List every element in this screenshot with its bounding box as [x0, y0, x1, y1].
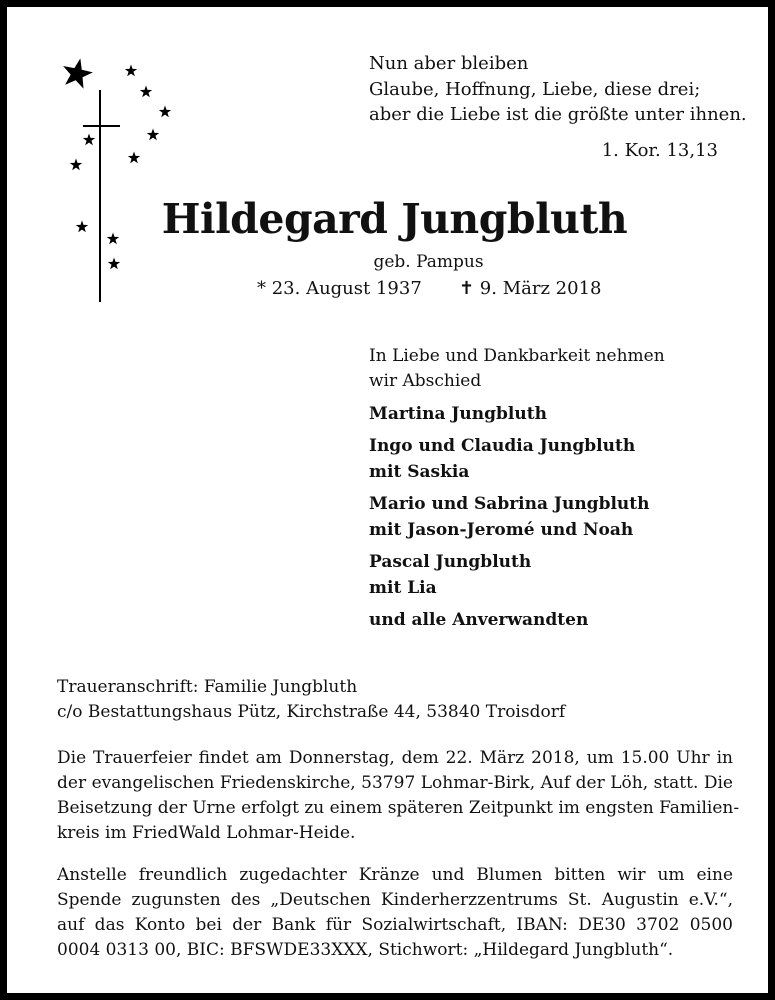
star-icon [83, 134, 95, 146]
paragraph-line: Anstelle freundlich zugedachter Kränze und Blumen bitten wir um eine [57, 865, 733, 885]
verse-line: Glaube, Hoffnung, Liebe, diese drei; [369, 78, 701, 100]
mourners-intro-line: In Liebe und Dankbarkeit nehmen [369, 346, 665, 366]
paragraph-line: auf das Konto bei der Bank für Sozialwirtschaft, IBAN: DE30 3702 0500 [57, 915, 733, 935]
mourner-line: mit Saskia [369, 462, 470, 482]
mourners-intro [369, 344, 729, 394]
mourner-line: Martina Jungbluth [369, 404, 547, 424]
star-icon [159, 106, 171, 118]
mourners-intro-line: wir Abschied [369, 371, 482, 391]
cross-and-stars-icon [47, 52, 187, 312]
mourner-line: mit Lia [369, 578, 437, 598]
address-line: Traueranschrift: Familie Jungbluth [57, 677, 358, 697]
bible-verse [369, 51, 747, 128]
star-icon [140, 86, 152, 98]
star-icon [70, 159, 82, 171]
verse-reference: 1. Kor. 13,13 [601, 140, 718, 161]
verse-line: Nun aber bleiben [369, 53, 529, 74]
birth-date: * 23. August 1937 [257, 278, 422, 299]
deceased-name: Hildegard Jungbluth [161, 195, 628, 243]
verse-line: aber die Liebe ist die größte unter ihnen. [369, 104, 747, 125]
ceremony-paragraph [57, 746, 740, 846]
maiden-name: geb. Pampus [373, 252, 484, 272]
mourner-line: mit Jason-Jeromé und Noah [369, 520, 634, 540]
address-line: c/o Bestattungshaus Pütz, Kirchstraße 44, 53840 Troisdorf [57, 702, 566, 722]
paragraph-line: 0004 0313 00, BIC: BFSWDE33XXX, Stichwort: „Hildegard Jungbluth“. [57, 940, 674, 960]
mourner-entry [369, 433, 749, 485]
mourning-address [57, 675, 737, 725]
mourner-entry [369, 401, 749, 427]
mourner-entry [369, 607, 749, 633]
mourners-list [369, 401, 749, 639]
mourner-entry [369, 491, 749, 543]
mourner-line: Pascal Jungbluth [369, 552, 532, 572]
star-icon [147, 129, 159, 141]
mourner-line: und alle Anverwandten [369, 610, 589, 630]
paragraph-line: Beisetzung der Urne erfolgt zu einem späteren Zeitpunkt im engsten Familien- [57, 798, 740, 818]
paragraph-line: kreis im FriedWald Lohmar-Heide. [57, 823, 356, 843]
mourner-line: Ingo und Claudia Jungbluth [369, 436, 636, 456]
paragraph-line: der evangelischen Friedenskirche, 53797 Lohmar-Birk, Auf der Löh, statt. Die [57, 773, 733, 793]
paragraph-line: Spende zugunsten des „Deutschen Kinderherzzentrums St. Augustin e.V.“, [57, 890, 733, 910]
paragraph-line: Die Trauerfeier findet am Donnerstag, dem 22. März 2018, um 15.00 Uhr in [57, 748, 733, 768]
star-icon [125, 65, 137, 77]
donation-paragraph [57, 863, 733, 963]
death-date: ✝ 9. März 2018 [459, 278, 602, 299]
mourner-entry [369, 549, 749, 601]
star-icon [59, 55, 95, 90]
mourner-line: Mario und Sabrina Jungbluth [369, 494, 650, 514]
star-icon [128, 152, 140, 164]
